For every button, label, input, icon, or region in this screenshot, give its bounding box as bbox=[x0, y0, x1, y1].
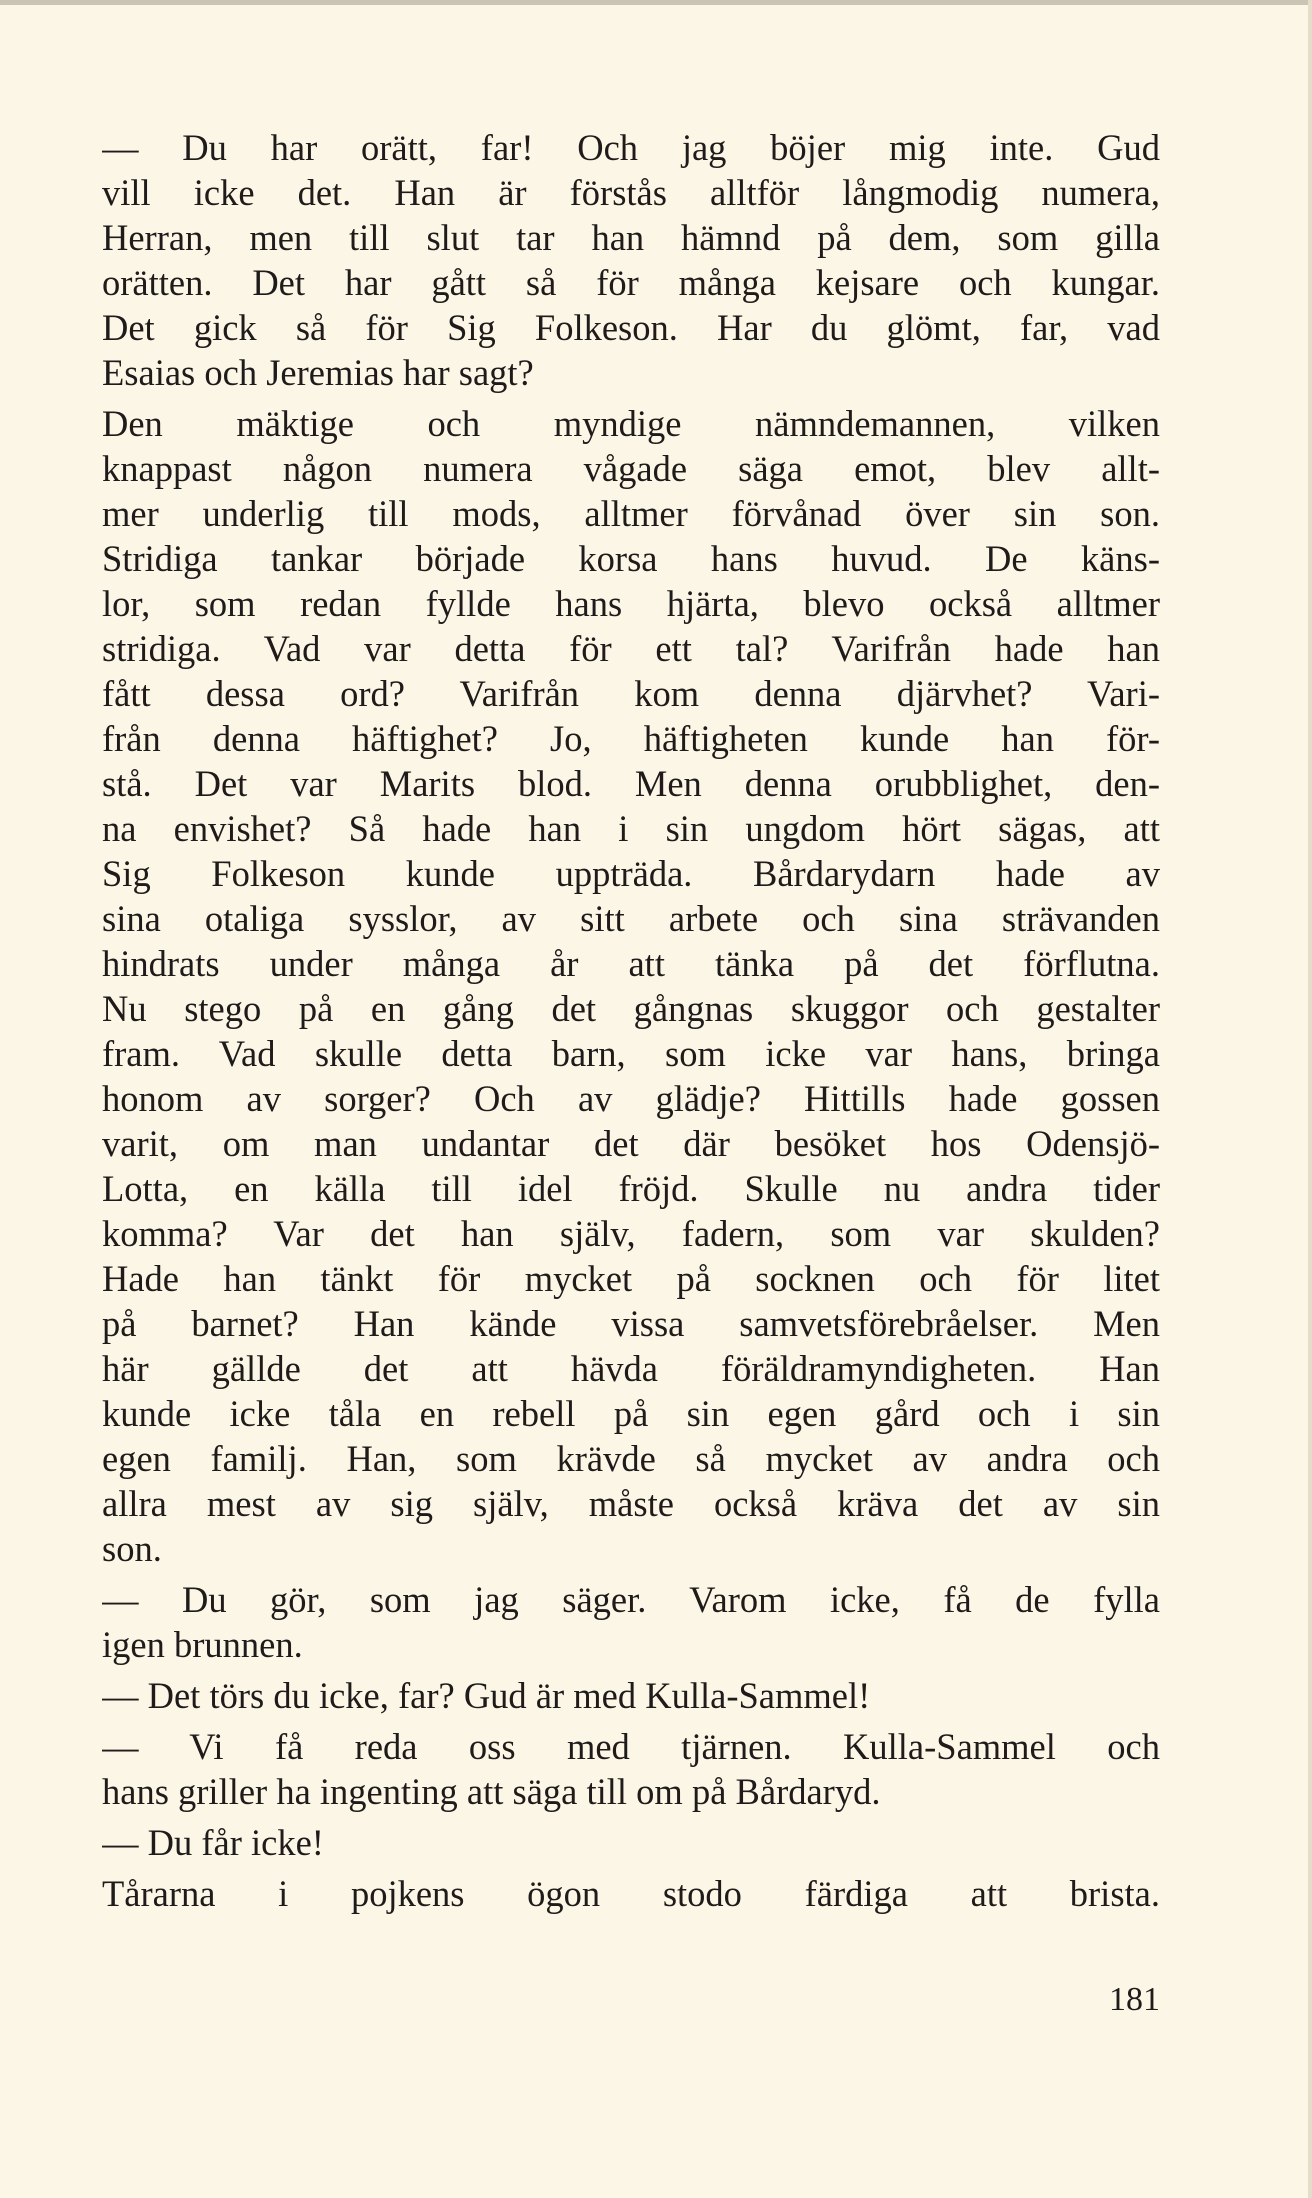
text-line: Stridiga tankar började korsa hans huvud. De käns- bbox=[102, 538, 1160, 579]
text-line: på barnet? Han kände vissa samvetsförebråelser. Men bbox=[102, 1303, 1160, 1344]
text-line: Nu stego på en gång det gångnas skuggor och gestalter bbox=[102, 988, 1160, 1029]
text-line: Herran, men till slut tar han hämnd på dem, som gilla bbox=[102, 217, 1160, 258]
text-line: fått dessa ord? Varifrån kom denna djärvhet? Vari- bbox=[102, 673, 1160, 714]
text-line: sina otaliga sysslor, av sitt arbete och sina strävanden bbox=[102, 898, 1160, 939]
text-line: allra mest av sig själv, måste också kräva det av sin bbox=[102, 1483, 1160, 1524]
page-top-edge bbox=[0, 0, 1312, 5]
text-line: lor, som redan fyllde hans hjärta, blevo också alltmer bbox=[102, 583, 1160, 624]
text-line: här gällde det att hävda föräldramyndigheten. Han bbox=[102, 1348, 1160, 1389]
text-line: egen familj. Han, som krävde så mycket av andra och bbox=[102, 1438, 1160, 1479]
text-line: — Vi få reda oss med tjärnen. Kulla-Sammel och bbox=[102, 1726, 1160, 1767]
text-line: na envishet? Så hade han i sin ungdom hört sägas, att bbox=[102, 808, 1160, 849]
body-text bbox=[102, 125, 1160, 1916]
text-line: Den mäktige och myndige nämndemannen, vilken bbox=[102, 403, 1160, 444]
text-line: stridiga. Vad var detta för ett tal? Varifrån hade han bbox=[102, 628, 1160, 669]
text-line: orätten. Det har gått så för många kejsare och kungar. bbox=[102, 262, 1160, 303]
text-line: fram. Vad skulle detta barn, som icke var hans, bringa bbox=[102, 1033, 1160, 1074]
paragraph bbox=[102, 1673, 1160, 1718]
text-line: varit, om man undantar det där besöket hos Odensjö- bbox=[102, 1123, 1160, 1164]
text-line: — Det törs du icke, far? Gud är med Kulla-Sammel! bbox=[102, 1675, 871, 1716]
paragraph bbox=[102, 401, 1160, 1571]
paragraph bbox=[102, 1871, 1160, 1916]
text-line: stå. Det var Marits blod. Men denna orubblighet, den- bbox=[102, 763, 1160, 804]
text-line: hindrats under många år att tänka på det förflutna. bbox=[102, 943, 1160, 984]
text-line: Hade han tänkt för mycket på socknen och för litet bbox=[102, 1258, 1160, 1299]
text-line: vill icke det. Han är förstås alltför långmodig numera, bbox=[102, 172, 1160, 213]
text-line: hans griller ha ingenting att säga till om på Bårdaryd. bbox=[102, 1771, 881, 1812]
paragraph bbox=[102, 1820, 1160, 1865]
text-line: Sig Folkeson kunde uppträda. Bårdarydarn hade av bbox=[102, 853, 1160, 894]
text-line: igen brunnen. bbox=[102, 1624, 303, 1665]
paragraph bbox=[102, 1724, 1160, 1814]
page-right-edge bbox=[1308, 0, 1312, 2198]
text-line: mer underlig till mods, alltmer förvånad över sin son. bbox=[102, 493, 1160, 534]
text-line: kunde icke tåla en rebell på sin egen gård och i sin bbox=[102, 1393, 1160, 1434]
text-line: Tårarna i pojkens ögon stodo färdiga att brista. bbox=[102, 1873, 1160, 1914]
text-line: från denna häftighet? Jo, häftigheten kunde han för- bbox=[102, 718, 1160, 759]
text-line: — Du har orätt, far! Och jag böjer mig inte. Gud bbox=[102, 127, 1160, 168]
text-line: komma? Var det han själv, fadern, som var skulden? bbox=[102, 1213, 1160, 1254]
text-line: Det gick så för Sig Folkeson. Har du glömt, far, vad bbox=[102, 307, 1160, 348]
text-line: Esaias och Jeremias har sagt? bbox=[102, 352, 534, 393]
text-line: knappast någon numera vågade säga emot, blev allt- bbox=[102, 448, 1160, 489]
page-number: 181 bbox=[1109, 1981, 1160, 2018]
text-line: — Du får icke! bbox=[102, 1822, 324, 1863]
paragraph bbox=[102, 1577, 1160, 1667]
text-line: — Du gör, som jag säger. Varom icke, få de fylla bbox=[102, 1579, 1160, 1620]
paragraph bbox=[102, 125, 1160, 395]
text-line: son. bbox=[102, 1528, 162, 1569]
text-line: Lotta, en källa till idel fröjd. Skulle nu andra tider bbox=[102, 1168, 1160, 1209]
text-line: honom av sorger? Och av glädje? Hittills hade gossen bbox=[102, 1078, 1160, 1119]
